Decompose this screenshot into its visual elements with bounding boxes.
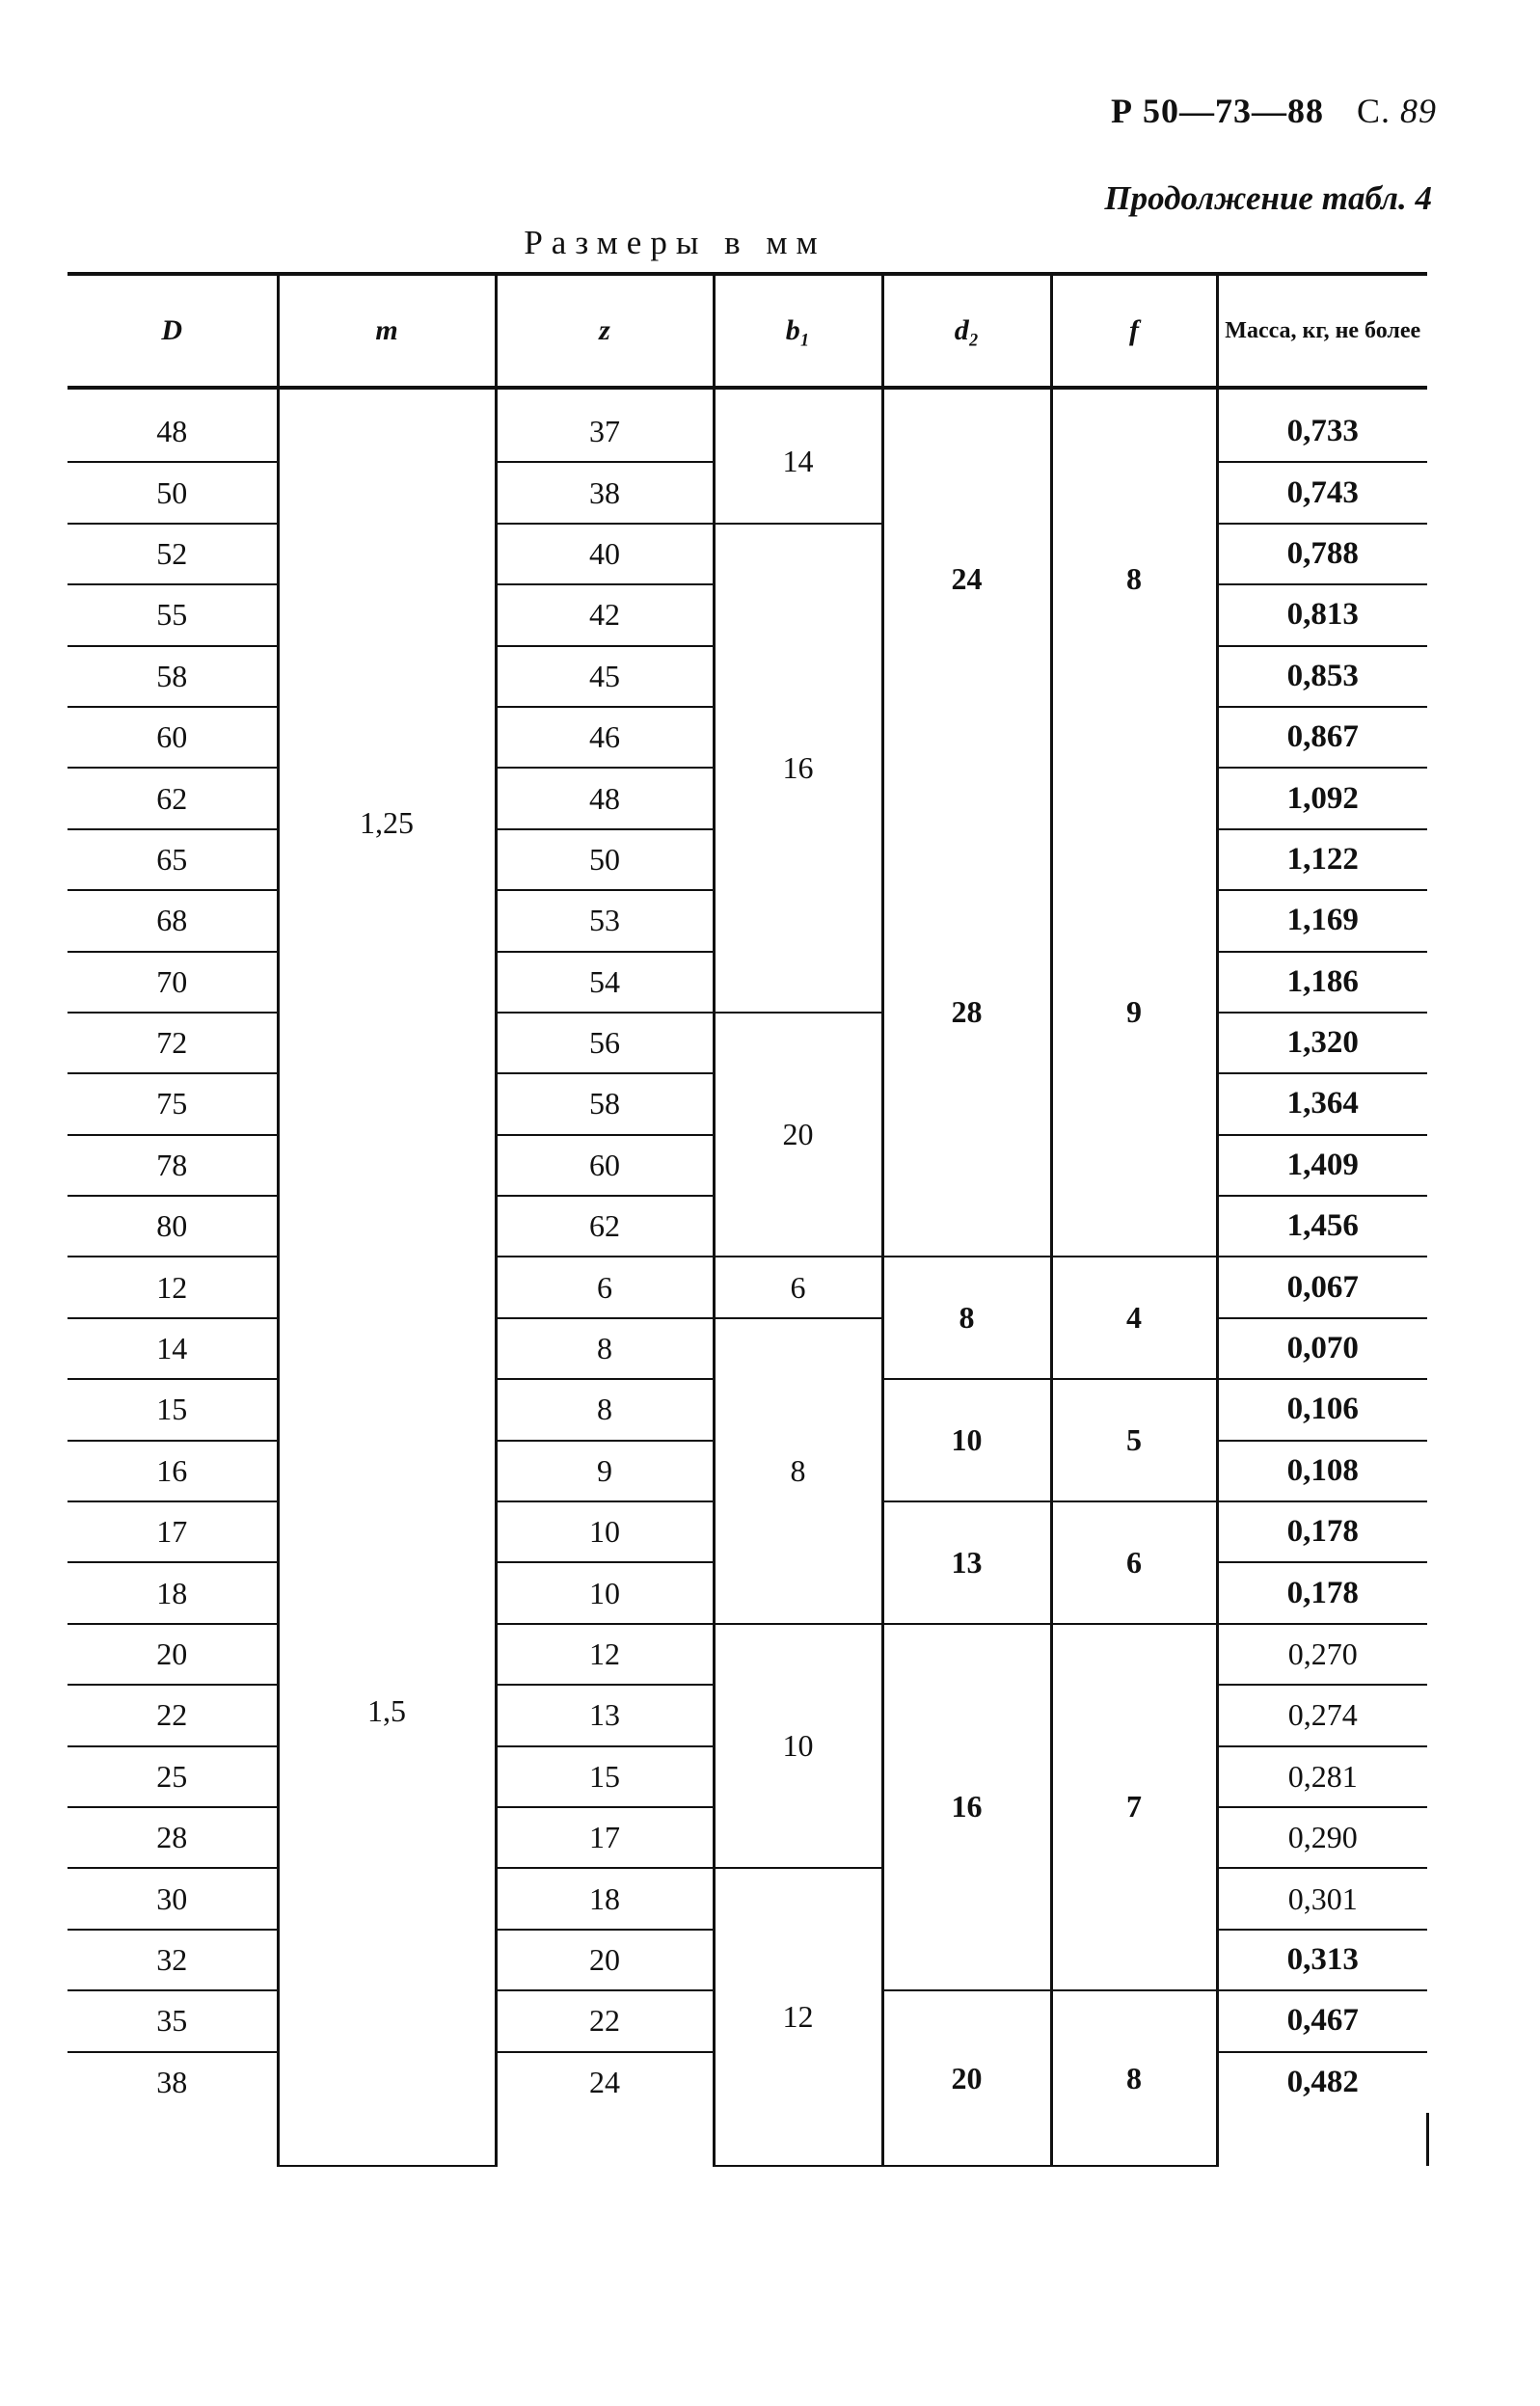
cell-d: 35 <box>68 1990 278 2051</box>
cell-b1: 10 <box>714 1624 882 1869</box>
cell-d: 58 <box>68 646 278 707</box>
cell-mass: 1,186 <box>1217 952 1427 1013</box>
cell-mass: 1,122 <box>1217 829 1427 890</box>
cell-z: 40 <box>496 524 714 584</box>
cell-mass: 0,070 <box>1217 1318 1427 1379</box>
column-header-b1: b₁ <box>714 274 882 388</box>
table-spacer-row <box>68 388 1427 401</box>
table-row <box>68 401 1427 462</box>
cell-f: 5 <box>1051 1379 1217 1501</box>
cell-z: 58 <box>496 1073 714 1134</box>
cell-z: 10 <box>496 1501 714 1562</box>
cell-b1: 20 <box>714 1013 882 1257</box>
cell-d: 78 <box>68 1135 278 1196</box>
column-header-d2: d₂ <box>882 274 1051 388</box>
table-row <box>68 1013 1427 1073</box>
cell-d2: 24 <box>882 388 1051 768</box>
cell-z: 10 <box>496 1562 714 1623</box>
cell-mass: 0,467 <box>1217 1990 1427 2051</box>
cell-d: 55 <box>68 584 278 645</box>
cell-d2: 10 <box>882 1379 1051 1501</box>
cell-d: 60 <box>68 707 278 768</box>
cell-z: 54 <box>496 952 714 1013</box>
cell-mass: 1,092 <box>1217 768 1427 828</box>
page-header <box>1051 91 1437 131</box>
page-label: С. <box>1356 92 1391 130</box>
cell-d: 15 <box>68 1379 278 1440</box>
cell-d: 30 <box>68 1868 278 1929</box>
cell-z: 24 <box>496 2052 714 2113</box>
cell-f: 8 <box>1051 1990 1217 2166</box>
cell-z: 56 <box>496 1013 714 1073</box>
table-row <box>68 524 1427 584</box>
cell-z: 60 <box>496 1135 714 1196</box>
cell-mass: 1,169 <box>1217 890 1427 951</box>
cell-z: 22 <box>496 1990 714 2051</box>
cell-d2: 8 <box>882 1257 1051 1379</box>
doc-number: Р 50—73—88 <box>1110 92 1324 130</box>
cell-mass: 0,788 <box>1217 524 1427 584</box>
cell-d: 17 <box>68 1501 278 1562</box>
cell-mass: 0,178 <box>1217 1501 1427 1562</box>
cell-mass: 1,364 <box>1217 1073 1427 1134</box>
cell-d: 20 <box>68 1624 278 1685</box>
cell-d: 52 <box>68 524 278 584</box>
cell-d: 72 <box>68 1013 278 1073</box>
cell-z: 45 <box>496 646 714 707</box>
dimensions-table <box>68 272 1427 2167</box>
page-number: 89 <box>1400 92 1437 130</box>
cell-d: 65 <box>68 829 278 890</box>
table-row <box>68 1318 1427 1379</box>
cell-z: 62 <box>496 1196 714 1257</box>
cell-d: 28 <box>68 1807 278 1868</box>
cell-mass: 0,743 <box>1217 462 1427 523</box>
table-row <box>68 1868 1427 1929</box>
cell-mass: 0,853 <box>1217 646 1427 707</box>
cell-b1: 8 <box>714 1318 882 1624</box>
cell-d: 75 <box>68 1073 278 1134</box>
cell-mass: 0,290 <box>1217 1807 1427 1868</box>
cell-mass: 0,733 <box>1217 401 1427 462</box>
cell-f: 6 <box>1051 1501 1217 1624</box>
cell-f: 4 <box>1051 1257 1217 1379</box>
table-header-row <box>68 274 1427 388</box>
cell-d: 25 <box>68 1746 278 1807</box>
cell-d: 62 <box>68 768 278 828</box>
cell-mass: 0,178 <box>1217 1562 1427 1623</box>
cell-mass: 0,274 <box>1217 1685 1427 1745</box>
cell-b1: 12 <box>714 1868 882 2166</box>
cell-mass: 0,067 <box>1217 1257 1427 1317</box>
cell-z: 38 <box>496 462 714 523</box>
cell-d: 80 <box>68 1196 278 1257</box>
page-number-group <box>1357 92 1437 130</box>
cell-mass: 0,106 <box>1217 1379 1427 1440</box>
cell-z: 20 <box>496 1930 714 1990</box>
cell-d: 16 <box>68 1441 278 1501</box>
cell-z: 53 <box>496 890 714 951</box>
cell-z: 42 <box>496 584 714 645</box>
table-row <box>68 1257 1427 1317</box>
cell-mass: 0,108 <box>1217 1441 1427 1501</box>
cell-d: 12 <box>68 1257 278 1317</box>
column-header-mass: Масса, кг, не более <box>1217 274 1427 388</box>
cell-z: 13 <box>496 1685 714 1745</box>
cell-b1: 6 <box>714 1257 882 1317</box>
cell-z: 15 <box>496 1746 714 1807</box>
cell-d: 14 <box>68 1318 278 1379</box>
cell-mass: 0,867 <box>1217 707 1427 768</box>
cell-z: 6 <box>496 1257 714 1317</box>
cell-z: 8 <box>496 1318 714 1379</box>
cell-z: 18 <box>496 1868 714 1929</box>
table-continuation-caption: Продолжение табл. 4 <box>1104 179 1432 217</box>
cell-d: 32 <box>68 1930 278 1990</box>
cell-d: 18 <box>68 1562 278 1623</box>
cell-f: 8 <box>1051 388 1217 768</box>
dimensions-note: Размеры в мм <box>524 224 826 261</box>
cell-mass: 0,301 <box>1217 1868 1427 1929</box>
cell-z: 48 <box>496 768 714 828</box>
cell-z: 17 <box>496 1807 714 1868</box>
cell-z: 9 <box>496 1441 714 1501</box>
cell-m: 1,5 <box>278 1257 496 2165</box>
cell-z: 37 <box>496 401 714 462</box>
cell-mass: 0,313 <box>1217 1930 1427 1990</box>
cell-d: 50 <box>68 462 278 523</box>
cell-mass: 1,409 <box>1217 1135 1427 1196</box>
cell-d2: 16 <box>882 1624 1051 1990</box>
cell-m: 1,25 <box>278 388 496 1257</box>
cell-mass: 1,320 <box>1217 1013 1427 1073</box>
cell-z: 50 <box>496 829 714 890</box>
cell-d: 48 <box>68 401 278 462</box>
cell-d: 22 <box>68 1685 278 1745</box>
column-header-f: f <box>1051 274 1217 388</box>
cell-mass: 0,270 <box>1217 1624 1427 1685</box>
cell-b1: 14 <box>714 401 882 524</box>
cell-d: 38 <box>68 2052 278 2113</box>
cell-d: 68 <box>68 890 278 951</box>
cell-d2: 28 <box>882 768 1051 1257</box>
cell-d2: 20 <box>882 1990 1051 2166</box>
cell-d2: 13 <box>882 1501 1051 1624</box>
column-header-z: z <box>496 274 714 388</box>
cell-f: 9 <box>1051 768 1217 1257</box>
cell-f: 7 <box>1051 1624 1217 1990</box>
cell-mass: 1,456 <box>1217 1196 1427 1257</box>
cell-mass: 0,482 <box>1286 2065 1359 2100</box>
cell-z: 8 <box>496 1379 714 1440</box>
column-header-m: m <box>278 274 496 388</box>
column-header-d: D <box>68 274 278 388</box>
cell-b1: 16 <box>714 524 882 1013</box>
cell-z: 46 <box>496 707 714 768</box>
cell-z: 12 <box>496 1624 714 1685</box>
cell-mass: 0,281 <box>1217 1746 1427 1807</box>
cell-mass: 0,813 <box>1217 584 1427 645</box>
cell-d: 70 <box>68 952 278 1013</box>
table-row <box>68 1624 1427 1685</box>
